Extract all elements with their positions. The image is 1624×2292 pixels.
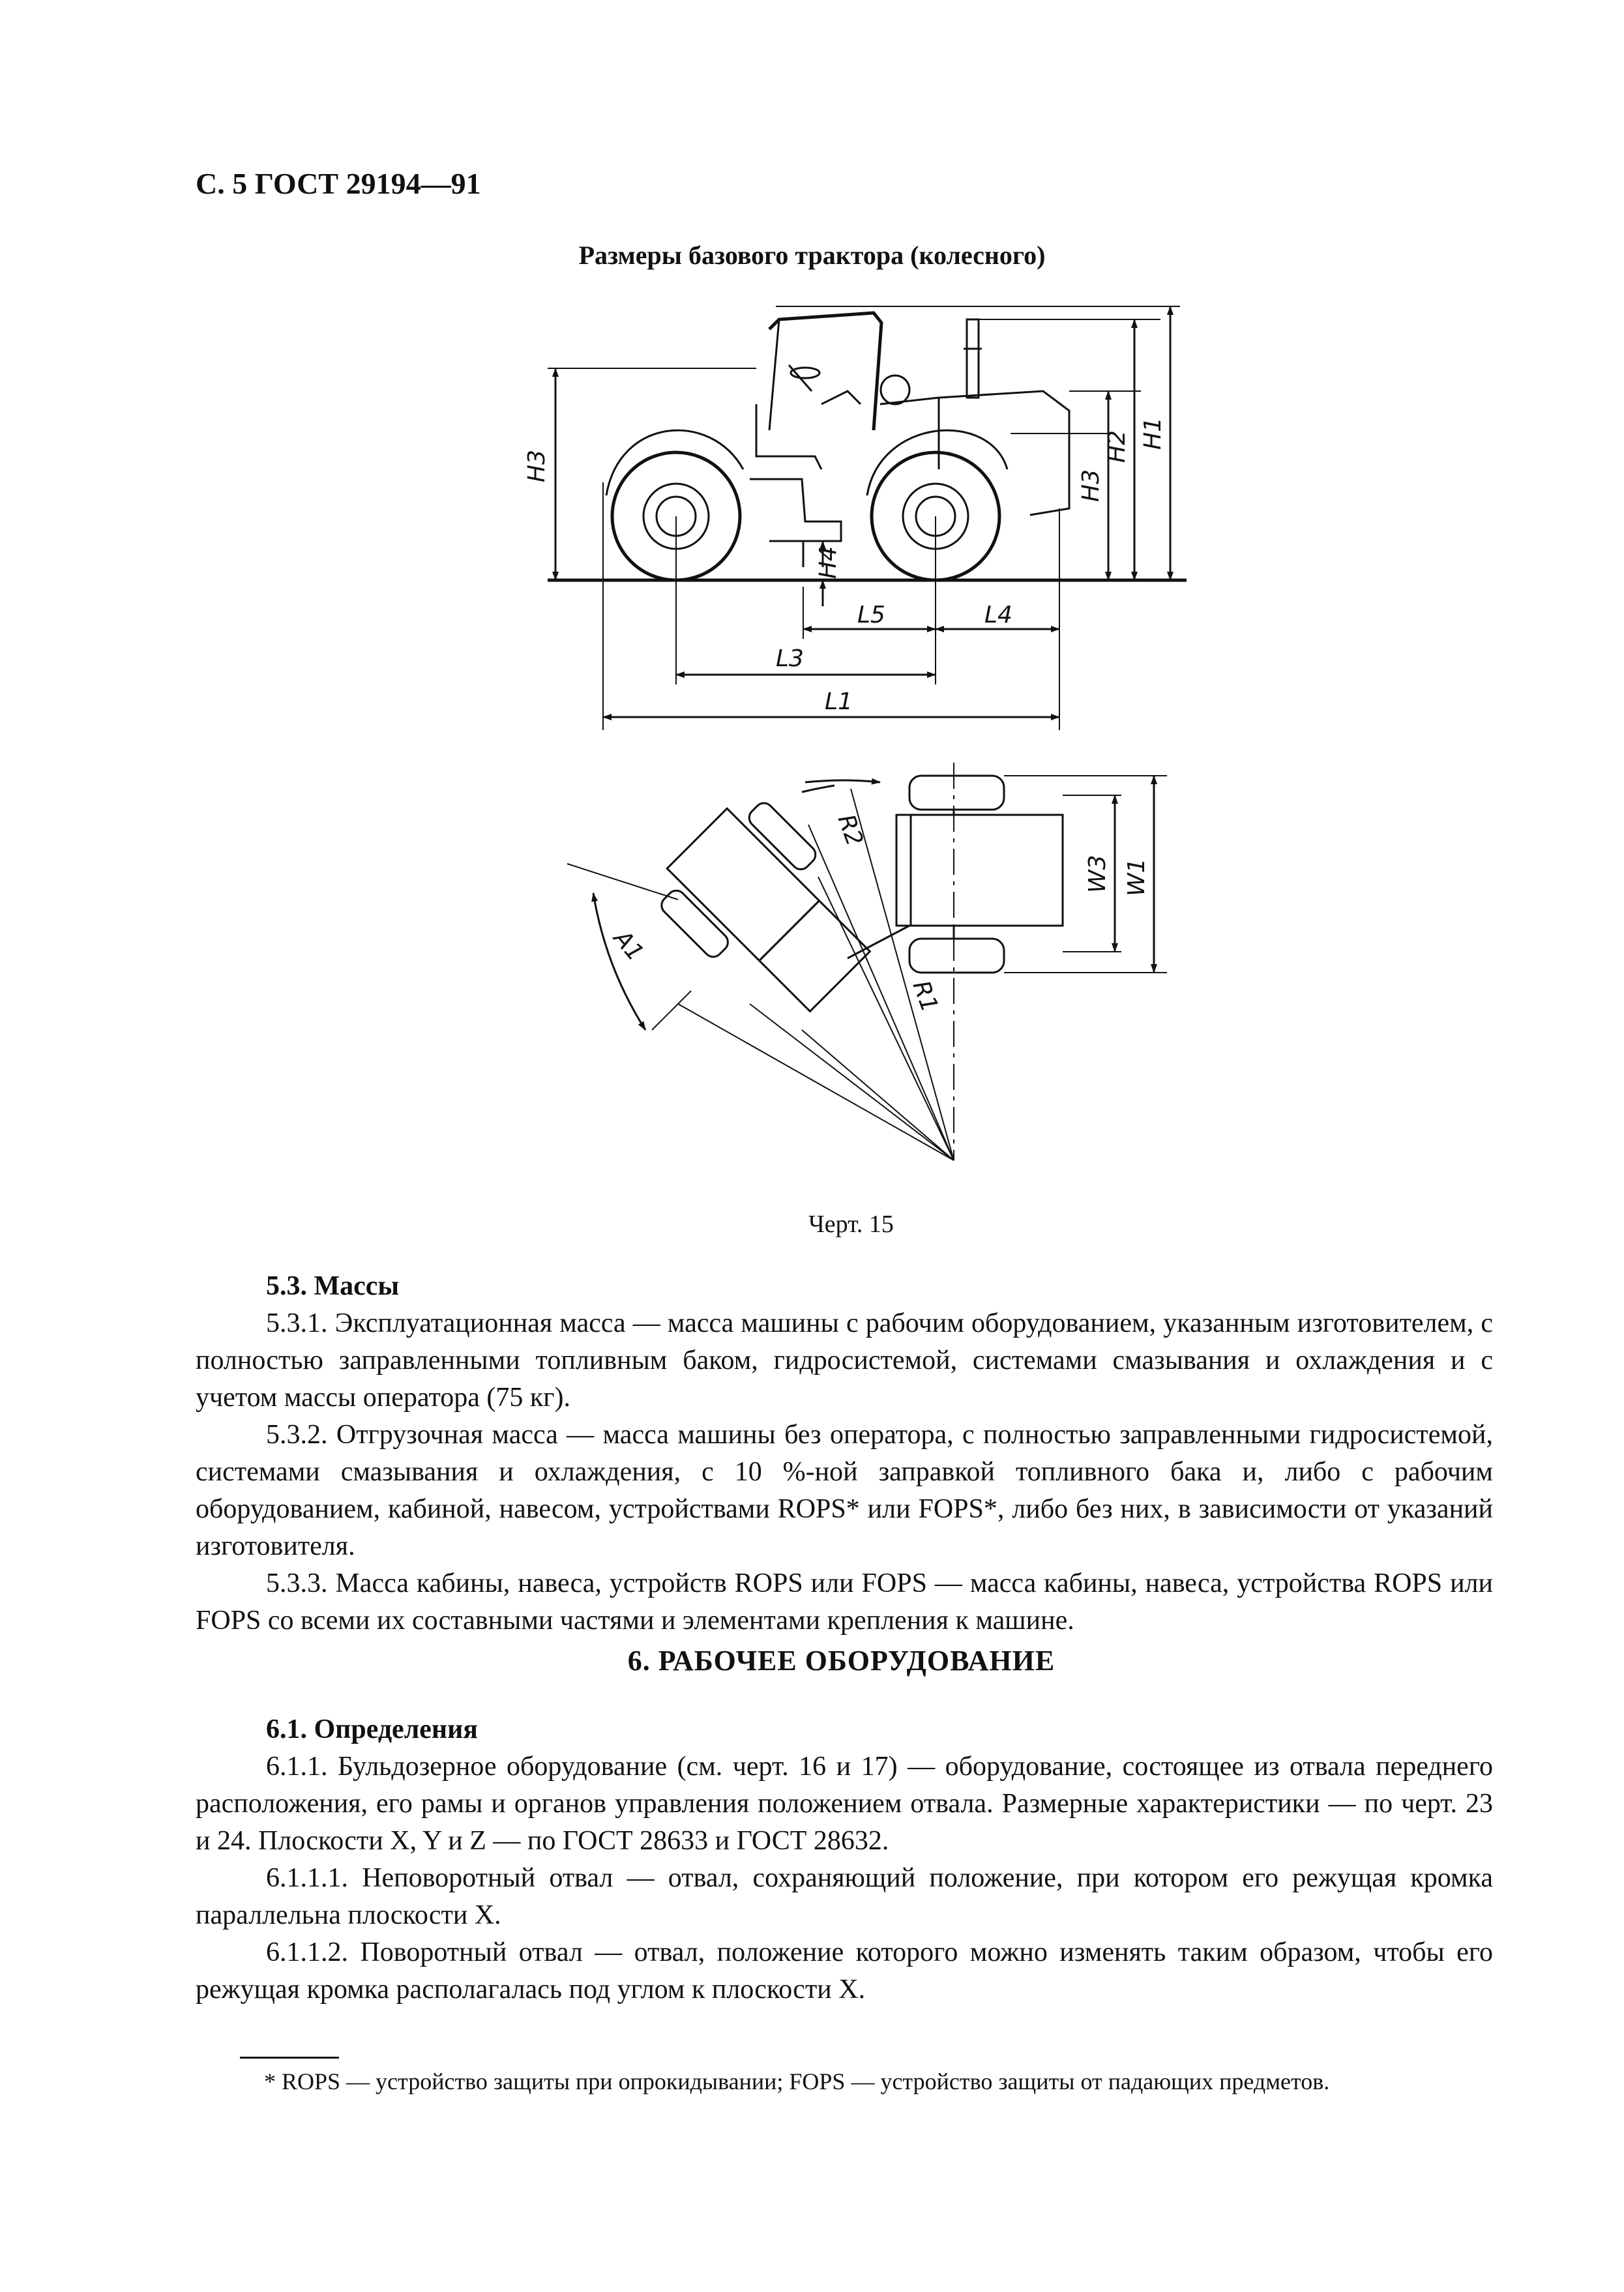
page-header: С. 5 ГОСТ 29194—91: [196, 167, 481, 200]
label-r1: R1: [907, 977, 943, 1016]
footnote: * ROPS — устройство защиты при опрокидывании; FOPS — устройство защиты от падающих предметов.: [264, 2068, 1330, 2094]
label-h1: H1: [1140, 417, 1166, 450]
label-l3: L3: [776, 645, 804, 672]
section-6-1: [196, 1711, 1493, 2008]
section-6-title: 6. РАБОЧЕЕ ОБОРУДОВАНИЕ: [627, 1645, 1056, 1677]
section-5-3-heading: 5.3. Массы: [266, 1271, 400, 1301]
label-h3-left: H3: [524, 450, 550, 482]
paragraph-5-3-1: 5.3.1. Эксплуатационная масса — масса машины с рабочим оборудованием, указанным изготовителем, с полностью заправленными топливным баком, гидросистемой, системами смазывания и охлаждения и с учетом массы оператора (75 кг).: [196, 1308, 1493, 1413]
paragraph-5-3-3: 5.3.3. Масса кабины, навеса, устройств ROPS или FOPS — масса кабины, навеса, устройства ROPS или FOPS со всеми их составными частями и элементами крепления к машине.: [196, 1568, 1493, 1636]
paragraph-6-1-1-2: 6.1.1.2. Поворотный отвал — отвал, положение которого можно изменять таким образом, чтобы его режущая кромка располагалась под углом к плоскости X.: [196, 1937, 1493, 2005]
section-5-3: [196, 1268, 1493, 1639]
label-h2: H2: [1104, 430, 1130, 463]
footnote-divider: [240, 2057, 339, 2059]
section-6-1-heading: 6.1. Определения: [266, 1714, 479, 1744]
figure-title: Размеры базового трактора (колесного): [578, 241, 1046, 270]
figure-caption: Черт. 15: [808, 1211, 894, 1238]
label-l5: L5: [857, 602, 885, 628]
label-h3-right: H3: [1078, 469, 1104, 502]
label-l4: L4: [984, 602, 1012, 628]
paragraph-6-1-1: 6.1.1. Бульдозерное оборудование (см. черт. 16 и 17) — оборудование, состоящее из отвала переднего расположения, его рамы и органов управления положением отвала. Размерные характеристики — по черт. 23 и 24. Плоскости X, Y и Z — по ГОСТ 28633 и ГОСТ 28632.: [196, 1752, 1493, 1856]
label-w1: W1: [1123, 858, 1150, 896]
label-r2: R2: [832, 811, 868, 850]
label-h4: H4: [815, 546, 842, 579]
paragraph-5-3-2: 5.3.2. Отгрузочная масса — масса машины без оператора, с полностью заправленными гидросистемой, системами смазывания и охлаждения, с 10 %-ной заправкой топливного бака и, либо с рабочим оборудованием, кабиной, навесом, устройствами ROPS* или FOPS*, либо без них, в зависимости от указаний изготовителя.: [196, 1420, 1493, 1561]
label-w3: W3: [1084, 855, 1111, 893]
label-l1: L1: [825, 688, 853, 715]
label-a1: A1: [608, 925, 649, 967]
paragraph-6-1-1-1: 6.1.1.1. Неповоротный отвал — отвал, сохраняющий положение, при котором его режущая кромка параллельна плоскости X.: [196, 1863, 1493, 1930]
